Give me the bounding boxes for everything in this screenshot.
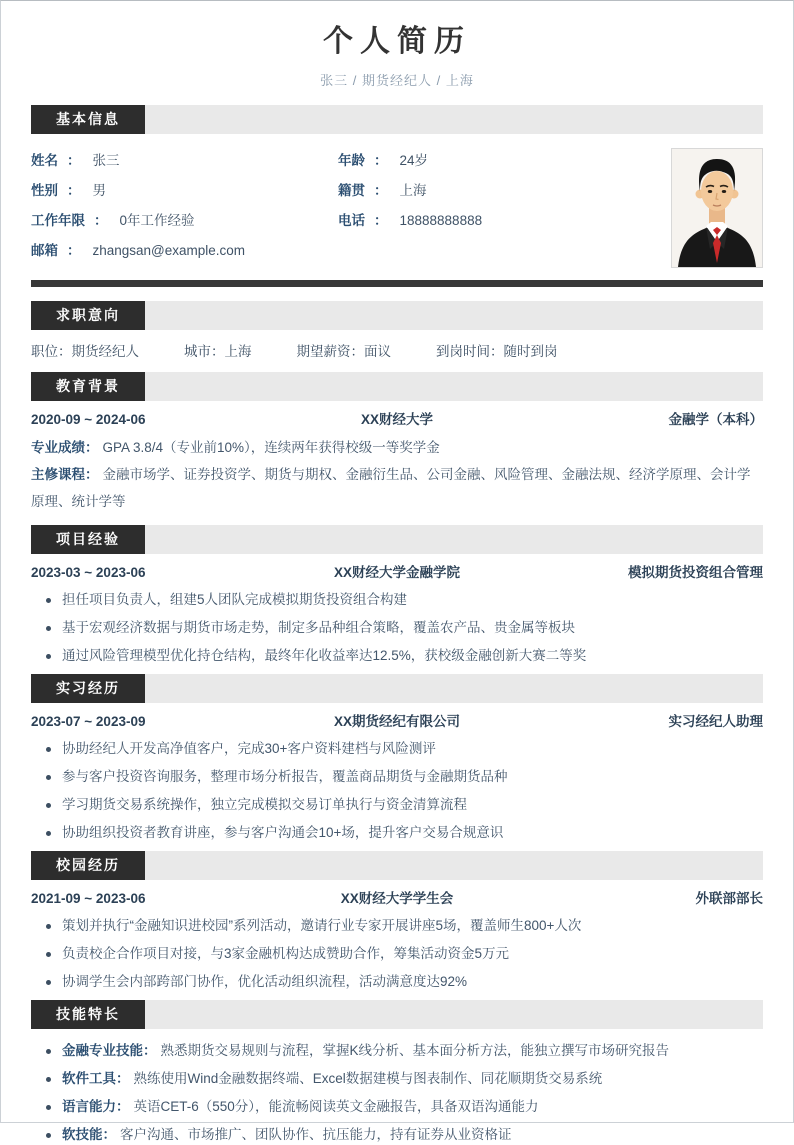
- campus-bullet-text: 协调学生会内部跨部门协作，优化活动组织流程，活动满意度达92%: [62, 974, 468, 989]
- section-title-campus: 校园经历: [31, 851, 145, 880]
- education-school: XX财经大学: [360, 412, 433, 427]
- colon: ：: [67, 183, 81, 198]
- colon: ：: [374, 213, 388, 228]
- colon: ：: [94, 213, 108, 228]
- education-headline: [31, 411, 763, 429]
- bullet-dot-icon: [46, 654, 51, 659]
- project-bullet-text: 担任项目负责人，组建5人团队完成模拟期货投资组合构建: [62, 592, 408, 607]
- intent-city-value: 上海: [224, 344, 252, 359]
- skill-text: 英语CET-6（550分），能流畅阅读英文金融报告，具备双语沟通能力: [133, 1099, 539, 1114]
- field-phone: [338, 206, 659, 236]
- colon: ：: [143, 1043, 157, 1058]
- project-bullets: [31, 590, 763, 666]
- colon: ：: [67, 153, 81, 168]
- section-bar-basic: [31, 105, 763, 134]
- field-hometown-label: 籍贯: [338, 183, 365, 198]
- project-bullet-text: 基于宏观经济数据与期货市场走势，制定多品种组合策略，覆盖农产品、贵金属等板块: [62, 620, 575, 635]
- colon: ：: [85, 440, 99, 455]
- intent-salary: 期望薪资：面议: [296, 344, 391, 359]
- field-name-label: 姓名: [31, 153, 58, 168]
- campus-org: XX财经大学学生会: [340, 891, 454, 906]
- section-divider: [31, 280, 763, 287]
- section-bar-education: [31, 372, 763, 401]
- list-item: [31, 590, 763, 610]
- campus-bullets: [31, 916, 763, 992]
- project-period: 2023-03 ~ 2023-06: [31, 565, 146, 580]
- intent-availability-value: 随时到岗: [503, 344, 558, 359]
- project-org: XX财经大学金融学院: [333, 565, 460, 580]
- education-degree: 金融学（本科）: [668, 412, 763, 427]
- field-hometown: [338, 176, 659, 206]
- section-title-intent: 求职意向: [31, 301, 145, 330]
- education-gpa-text: GPA 3.8/4（专业前10%），连续两年获得校级一等奖学金: [102, 440, 440, 455]
- section-bar-skills: [31, 1000, 763, 1029]
- section-bar-campus: [31, 851, 763, 880]
- bullet-dot-icon: [46, 598, 51, 603]
- skills-bullets: [31, 1041, 763, 1145]
- bullet-dot-icon: [46, 775, 51, 780]
- campus-period: 2021-09 ~ 2023-06: [31, 891, 146, 906]
- section-bar-internship: [31, 674, 763, 703]
- field-gender: [31, 176, 338, 206]
- field-experience-years: [31, 206, 338, 236]
- job-intent-row: [31, 338, 763, 362]
- colon: ：: [374, 153, 388, 168]
- field-gender-label: 性别: [31, 183, 58, 198]
- internship-headline: [31, 713, 763, 731]
- list-item: [31, 618, 763, 638]
- internship-bullets: [31, 739, 763, 843]
- intent-salary-value: 面议: [364, 344, 391, 359]
- internship-bullet-text: 学习期货交易系统操作，独立完成模拟交易订单执行与资金清算流程: [62, 797, 467, 812]
- section-title-internship: 实习经历: [31, 674, 145, 703]
- colon: ：: [490, 344, 504, 359]
- colon: ：: [116, 1099, 130, 1114]
- skill-item-text: [62, 1097, 539, 1117]
- field-phone-value: 18888888888: [399, 213, 483, 228]
- list-item: [31, 1125, 763, 1145]
- colon: ：: [85, 467, 99, 482]
- internship-bullet-text: 协助经纪人开发高净值客户，完成30+客户资料建档与风险测评: [62, 741, 436, 756]
- bullet-dot-icon: [46, 747, 51, 752]
- resume-header: [31, 1, 763, 89]
- field-age: [338, 146, 659, 176]
- education-courses-text: 金融市场学、证券投资学、期货与期权、金融衍生品、公司金融、风险管理、金融法规、经济学原理、会计学原理、统计学等: [31, 467, 751, 509]
- colon: ：: [211, 344, 225, 359]
- list-item: [31, 739, 763, 759]
- field-hometown-value: 上海: [399, 183, 427, 198]
- education-gpa-line: 专业成绩： GPA 3.8/4（专业前10%），连续两年获得校级一等奖学金: [31, 440, 440, 455]
- education-period: 2020-09 ~ 2024-06: [31, 412, 146, 427]
- bullet-dot-icon: [46, 1133, 51, 1138]
- campus-bullet-text: 负责校企合作项目对接，与3家金融机构达成赞助合作，筹集活动资金5万元: [62, 946, 510, 961]
- campus-role: 外联部部长: [695, 891, 763, 906]
- project-headline: [31, 564, 763, 582]
- bullet-dot-icon: [46, 952, 51, 957]
- profile-photo-illustration: [672, 149, 762, 267]
- bullet-dot-icon: [46, 1049, 51, 1054]
- internship-period: 2023-07 ~ 2023-09: [31, 714, 146, 729]
- list-item: [31, 767, 763, 787]
- intent-availability: 到岗时间：随时到岗: [436, 344, 558, 359]
- field-phone-label: 电话: [338, 213, 365, 228]
- field-age-label: 年龄: [338, 153, 365, 168]
- colon: ：: [374, 183, 388, 198]
- field-email-value: zhangsan@example.com: [92, 243, 246, 258]
- skill-label: 金融专业技能: [62, 1043, 143, 1058]
- internship-company: XX期货经纪有限公司: [333, 714, 460, 729]
- section-title-education: 教育背景: [31, 372, 145, 401]
- field-gender-value: 男: [92, 183, 106, 198]
- section-title-skills: 技能特长: [31, 1000, 145, 1029]
- education-courses-line: 主修课程： 金融市场学、证券投资学、期货与期权、金融衍生品、公司金融、风险管理、金融法规、经济学原理、会计学原理、统计学等: [31, 467, 751, 509]
- bullet-dot-icon: [46, 980, 51, 985]
- intent-position: 职位：期货经纪人: [31, 344, 139, 359]
- bullet-dot-icon: [46, 626, 51, 631]
- list-item: [31, 823, 763, 843]
- colon: ：: [102, 1127, 116, 1142]
- skill-text: 熟悉期货交易规则与流程，掌握K线分析、基本面分析方法，能独立撰写市场研究报告: [160, 1043, 670, 1058]
- list-item: [31, 944, 763, 964]
- colon: ：: [350, 344, 364, 359]
- skill-text: 熟练使用Wind金融数据终端、Excel数据建模与图表制作、同花顺期货交易系统: [133, 1071, 603, 1086]
- field-name: [31, 146, 338, 176]
- project-bullet-text: 通过风险管理模型优化持仓结构，最终年化收益率达12.5%，获校级金融创新大赛二等奖: [62, 648, 587, 663]
- list-item: [31, 972, 763, 992]
- skill-text: 客户沟通、市场推广、团队协作、抗压能力，持有证券从业资格证: [120, 1127, 512, 1142]
- skill-item-text: [62, 1041, 669, 1061]
- section-title-project: 项目经验: [31, 525, 145, 554]
- skill-label: 软件工具: [62, 1071, 116, 1086]
- basic-info-body: [31, 146, 763, 268]
- section-bar-intent: [31, 301, 763, 330]
- colon: ：: [116, 1071, 130, 1086]
- internship-bullet-text: 参与客户投资咨询服务，整理市场分析报告，覆盖商品期货与金融期货品种: [62, 769, 508, 784]
- section-title-basic: 基本信息: [31, 105, 145, 134]
- bullet-dot-icon: [46, 924, 51, 929]
- internship-role: 实习经纪人助理: [668, 714, 763, 729]
- list-item: [31, 1041, 763, 1061]
- bullet-dot-icon: [46, 1077, 51, 1082]
- basic-info-grid: [31, 146, 659, 268]
- section-bar-project: [31, 525, 763, 554]
- campus-headline: [31, 890, 763, 908]
- education-details: [31, 434, 763, 515]
- intent-position-value: 期货经纪人: [71, 344, 139, 359]
- field-experience-years-label: 工作年限: [31, 213, 85, 228]
- field-age-value: 24岁: [399, 153, 429, 168]
- skill-label: 软技能: [62, 1127, 103, 1142]
- bullet-dot-icon: [46, 803, 51, 808]
- list-item: [31, 1097, 763, 1117]
- list-item: [31, 1069, 763, 1089]
- field-name-value: 张三: [92, 153, 120, 168]
- profile-photo: [671, 148, 763, 268]
- field-email-label: 邮箱: [31, 243, 58, 258]
- field-email: [31, 236, 338, 266]
- campus-bullet-text: 策划并执行“金融知识进校园”系列活动，邀请行业专家开展讲座5场，覆盖师生800+人次: [62, 918, 582, 933]
- bullet-dot-icon: [46, 831, 51, 836]
- field-experience-years-value: 0年工作经验: [119, 213, 195, 228]
- internship-bullet-text: 协助组织投资者教育讲座，参与客户沟通会10+场，提升客户交易合规意识: [62, 825, 504, 840]
- colon: ：: [67, 243, 81, 258]
- intent-city: 城市：上海: [184, 344, 252, 359]
- skill-label: 语言能力: [62, 1099, 116, 1114]
- page-subtitle: 张三 / 期货经纪人 / 上海: [320, 73, 474, 88]
- list-item: [31, 916, 763, 936]
- skill-item-text: [62, 1125, 512, 1145]
- colon: ：: [58, 344, 72, 359]
- project-role: 模拟期货投资组合管理: [628, 565, 763, 580]
- page-title: 个人简历: [323, 25, 471, 58]
- bullet-dot-icon: [46, 1105, 51, 1110]
- list-item: [31, 795, 763, 815]
- skill-item-text: [62, 1069, 602, 1089]
- list-item: [31, 646, 763, 666]
